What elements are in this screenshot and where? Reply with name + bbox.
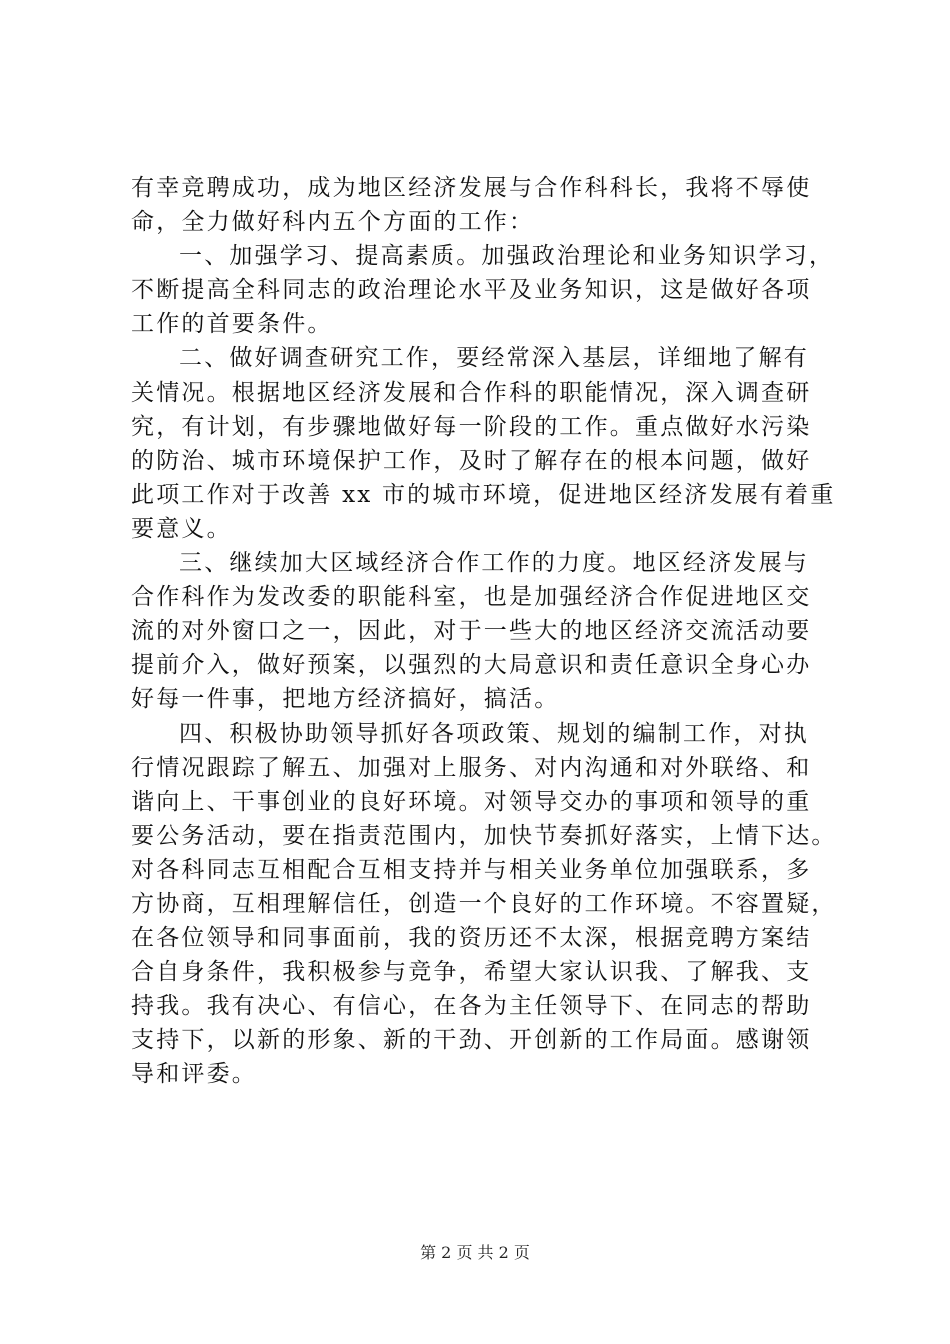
text-line: 支持下，以新的形象、新的干劲、开创新的工作局面。感谢领 (131, 1027, 812, 1054)
text-line: 方协商，互相理解信任，创造一个良好的工作环境。不容置疑， (131, 890, 837, 917)
text-line: 对各科同志互相配合互相支持并与相关业务单位加强联系，多 (131, 856, 812, 883)
text-line: 行情况跟踪了解五、加强对上服务、对内沟通和对外联络、和 (131, 754, 812, 781)
text-line: 此项工作对于改善 xx 市的城市环境，促进地区经济发展有着重 (131, 481, 836, 508)
text-line: 在各位领导和同事面前，我的资历还不太深，根据竞聘方案结 (131, 925, 812, 952)
document-body (131, 171, 837, 1092)
text-line: 谐向上、干事创业的良好环境。对领导交办的事项和领导的重 (131, 788, 812, 815)
text-line: 合自身条件，我积极参与竞争，希望大家认识我、了解我、支 (131, 959, 812, 986)
text-line: 持我。我有决心、有信心，在各为主任领导下、在同志的帮助 (131, 993, 812, 1020)
text-line: 要公务活动，要在指责范围内，加快节奏抓好落实，上情下达。 (131, 822, 837, 849)
text-line: 关情况。根据地区经济发展和合作科的职能情况，深入调查研 (131, 379, 812, 406)
page-number-footer: 第 2 页 共 2 页 (420, 1243, 530, 1262)
text-line: 合作科作为发改委的职能科室，也是加强经济合作促进地区交 (131, 584, 812, 611)
text-line: 的防治、城市环境保护工作，及时了解存在的根本问题，做好 (131, 447, 812, 474)
text-line: 有幸竞聘成功，成为地区经济发展与合作科科长，我将不辱使 (131, 175, 812, 201)
text-line: 二、做好调查研究工作，要经常深入基层，详细地了解有 (179, 345, 809, 372)
text-line: 一、加强学习、提高素质。加强政治理论和业务知识学习， (179, 243, 835, 270)
text-line: 提前介入，做好预案，以强烈的大局意识和责任意识全身心办 (131, 652, 812, 679)
text-line: 好每一件事，把地方经济搞好，搞活。 (131, 686, 560, 713)
text-line: 究，有计划，有步骤地做好每一阶段的工作。重点做好水污染 (131, 413, 812, 440)
text-line: 命，全力做好科内五个方面的工作： (131, 209, 535, 236)
text-line: 四、积极协助领导抓好各项政策、规划的编制工作，对执 (179, 720, 809, 747)
text-line: 要意义。 (131, 515, 232, 542)
text-line: 流的对外窗口之一，因此，对于一些大的地区经济交流活动要 (131, 618, 812, 645)
text-line: 不断提高全科同志的政治理论水平及业务知识，这是做好各项 (131, 277, 812, 304)
text-line: 导和评委。 (131, 1061, 257, 1088)
text-line: 三、继续加大区域经济合作工作的力度。地区经济发展与 (179, 550, 809, 577)
text-line: 工作的首要条件。 (131, 311, 333, 338)
